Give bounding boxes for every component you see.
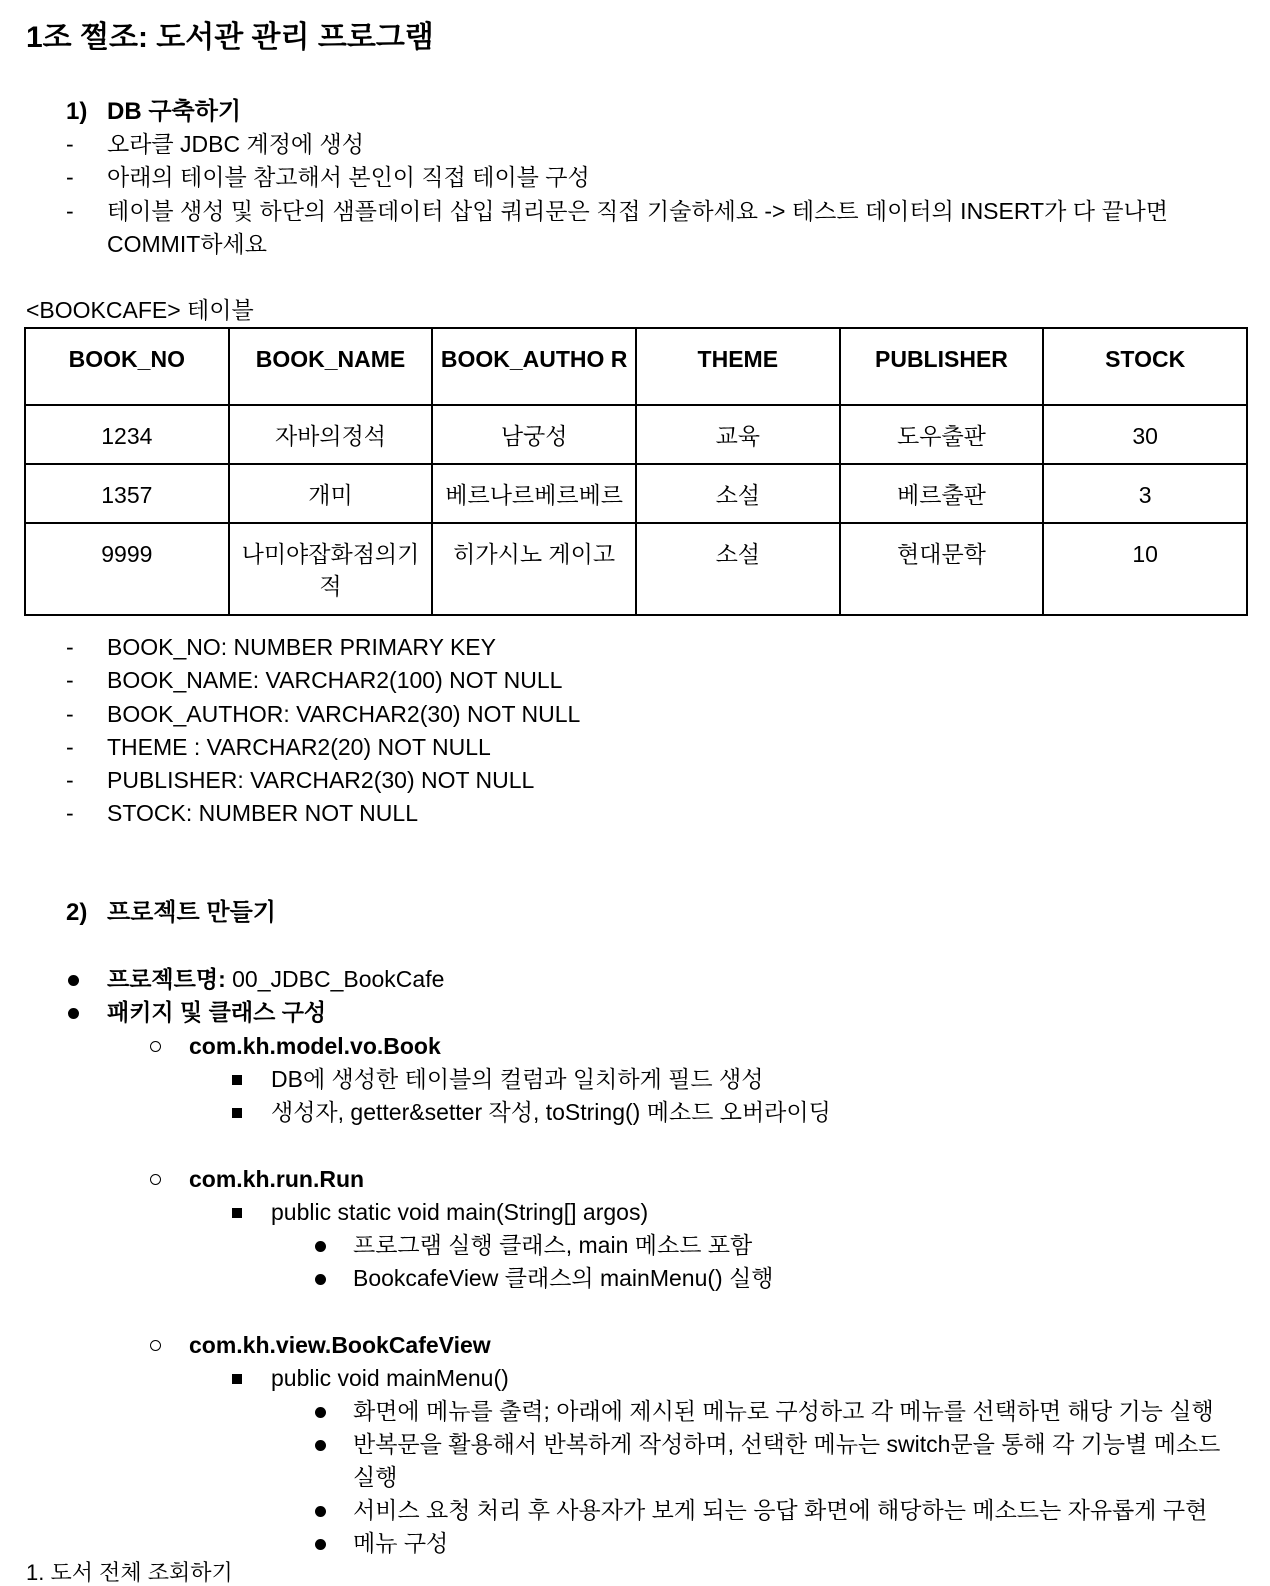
bullet-icon (315, 1407, 326, 1418)
section1-item: 테이블 생성 및 하단의 샘플데이터 삽입 쿼리문은 직접 기술하세요 -> 테스트 데이터의 INSERT가 다 끝나면 (107, 198, 1168, 224)
view-item: public void mainMenu() (271, 1365, 509, 1391)
project-name-line (107, 966, 444, 994)
section1-number: 1) (66, 98, 88, 125)
column-spec: BOOK_AUTHOR: VARCHAR2(30) NOT NULL (107, 701, 581, 727)
dash-marker: - (66, 734, 74, 760)
section2-heading: 프로젝트 만들기 (107, 899, 276, 926)
section1-item: 아래의 테이블 참고해서 본인이 직접 테이블 구성 (107, 164, 590, 190)
table-cell: 10 (1043, 523, 1247, 615)
table-row (25, 523, 1247, 615)
table-cell: 자바의정석 (229, 405, 433, 464)
dash-marker: - (66, 131, 74, 157)
column-spec: BOOK_NAME: VARCHAR2(100) NOT NULL (107, 667, 563, 693)
bookcafe-table (24, 327, 1248, 616)
bullet-icon (315, 1539, 326, 1550)
run-sub-item: BookcafeView 클래스의 mainMenu() 실행 (353, 1265, 774, 1291)
package-label: 패키지 및 클래스 구성 (107, 999, 327, 1025)
view-sub-item: 메뉴 구성 (353, 1530, 449, 1556)
table-cell: 개미 (229, 464, 433, 523)
square-bullet-icon (232, 1108, 242, 1118)
package-vo: com.kh.model.vo.Book (189, 1033, 441, 1059)
column-spec: PUBLISHER: VARCHAR2(30) NOT NULL (107, 767, 535, 793)
hollow-bullet-icon (150, 1041, 161, 1052)
bullet-icon (315, 1274, 326, 1285)
table-row (25, 405, 1247, 464)
table-cell: 현대문학 (840, 523, 1044, 615)
package-view: com.kh.view.BookCafeView (189, 1332, 491, 1358)
square-bullet-icon (232, 1374, 242, 1384)
table-header-row (25, 328, 1247, 405)
truncated-next-line: 1. 도서 전체 조회하기 (26, 1560, 233, 1585)
table-header-cell: PUBLISHER (840, 328, 1044, 405)
bullet-icon (315, 1241, 326, 1252)
project-name: 00_JDBC_BookCafe (225, 966, 445, 992)
square-bullet-icon (232, 1075, 242, 1085)
dash-marker: - (66, 701, 74, 727)
table-header-cell: BOOK_AUTHO R (432, 328, 636, 405)
section1-item: 오라클 JDBC 계정에 생성 (107, 131, 364, 157)
project-label: 프로젝트명: (107, 966, 226, 992)
table-cell: 도우출판 (840, 405, 1044, 464)
table-cell: 남궁성 (432, 405, 636, 464)
table-header-cell: THEME (636, 328, 840, 405)
dash-marker: - (66, 800, 74, 826)
table-cell: 교육 (636, 405, 840, 464)
dash-marker: - (66, 198, 74, 224)
section1-heading: DB 구축하기 (107, 98, 242, 125)
bullet-icon (315, 1440, 326, 1451)
table-row (25, 464, 1247, 523)
column-spec: STOCK: NUMBER NOT NULL (107, 800, 418, 826)
bullet-icon (68, 975, 79, 986)
hollow-bullet-icon (150, 1340, 161, 1351)
run-item: public static void main(String[] argos) (271, 1199, 649, 1225)
package-run: com.kh.run.Run (189, 1166, 365, 1192)
vo-item: 생성자, getter&setter 작성, toString() 메소드 오버라이딩 (271, 1099, 831, 1125)
dash-marker: - (66, 667, 74, 693)
table-caption: <BOOKCAFE> 테이블 (26, 297, 254, 323)
dash-marker: - (66, 634, 74, 660)
bullet-icon (68, 1008, 79, 1019)
section1-item-continued: COMMIT하세요 (107, 231, 267, 257)
column-spec: THEME : VARCHAR2(20) NOT NULL (107, 734, 491, 760)
vo-item: DB에 생성한 테이블의 컬럼과 일치하게 필드 생성 (271, 1066, 764, 1092)
section2-number: 2) (66, 899, 88, 926)
table-cell: 3 (1043, 464, 1247, 523)
table-cell: 30 (1043, 405, 1247, 464)
square-bullet-icon (232, 1208, 242, 1218)
view-sub-item: 화면에 메뉴를 출력; 아래에 제시된 메뉴로 구성하고 각 메뉴를 선택하면 해당 기능 실행 (353, 1398, 1214, 1424)
view-sub-item: 반복문을 활용해서 반복하게 작성하며, 선택한 메뉴는 switch문을 통해 각 기능별 메소드 (353, 1431, 1221, 1457)
table-cell: 나미야잡화점의기 적 (229, 523, 433, 615)
table-header-cell: BOOK_NO (25, 328, 229, 405)
table-cell: 9999 (25, 523, 229, 615)
bullet-icon (315, 1506, 326, 1517)
table-cell: 1234 (25, 405, 229, 464)
hollow-bullet-icon (150, 1174, 161, 1185)
table-cell: 히가시노 게이고 (432, 523, 636, 615)
table-cell: 베르나르베르베르 (432, 464, 636, 523)
dash-marker: - (66, 767, 74, 793)
column-spec: BOOK_NO: NUMBER PRIMARY KEY (107, 634, 496, 660)
table-header-cell: BOOK_NAME (229, 328, 433, 405)
run-sub-item: 프로그램 실행 클래스, main 메소드 포함 (353, 1232, 753, 1258)
table-cell: 소설 (636, 464, 840, 523)
table-cell: 소설 (636, 523, 840, 615)
table-header-cell: STOCK (1043, 328, 1247, 405)
table-cell: 1357 (25, 464, 229, 523)
table-cell: 베르출판 (840, 464, 1044, 523)
view-sub-item: 서비스 요청 처리 후 사용자가 보게 되는 응답 화면에 해당하는 메소드는 자유롭게 구현 (353, 1497, 1208, 1523)
document-title: 1조 쩔조: 도서관 관리 프로그램 (26, 21, 434, 54)
view-sub-item-continued: 실행 (353, 1464, 398, 1490)
dash-marker: - (66, 164, 74, 190)
